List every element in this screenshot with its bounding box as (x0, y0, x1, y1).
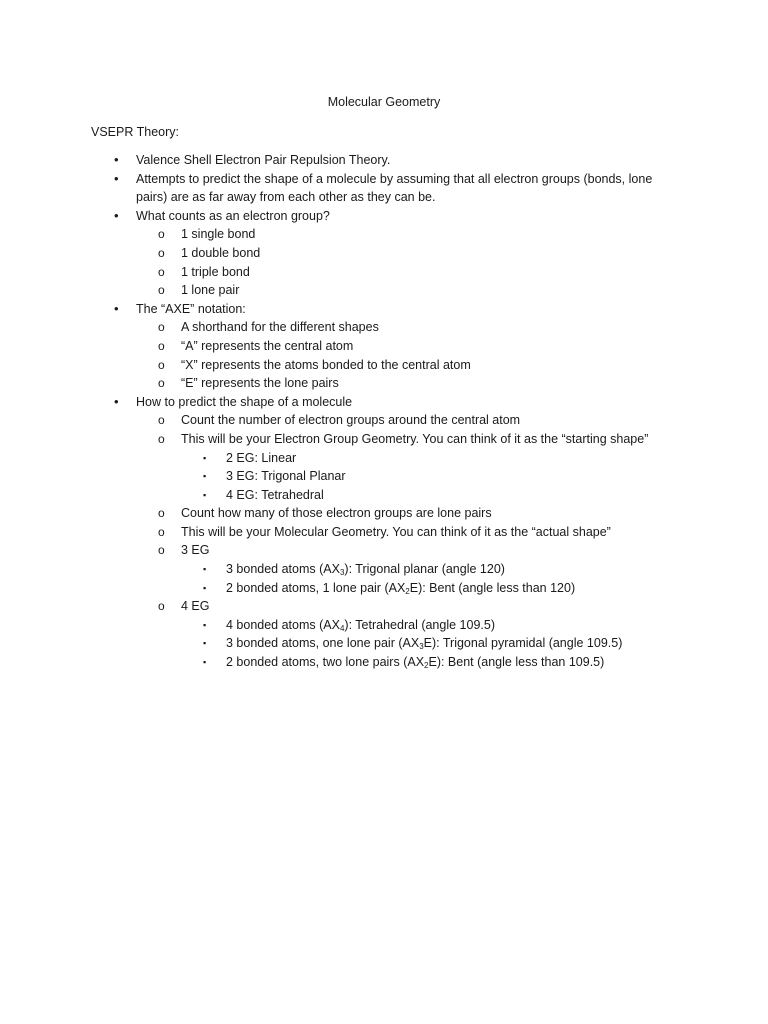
circle-marker: o (158, 245, 165, 260)
section-heading: VSEPR Theory: (91, 125, 180, 139)
list-item (0, 207, 768, 226)
square-marker: ▪ (203, 582, 207, 593)
list-item-text: What counts as an electron group? (136, 208, 330, 223)
list-item-text: “A” represents the central atom (181, 338, 354, 353)
subscript: 3 (339, 568, 345, 578)
list-item-text: 1 lone pair (181, 283, 240, 298)
circle-marker: o (158, 357, 165, 372)
circle-marker: o (158, 338, 165, 353)
list-item (0, 225, 768, 244)
circle-marker: o (158, 283, 165, 298)
circle-marker: o (158, 264, 165, 279)
square-marker: ▪ (203, 471, 207, 482)
list-item (0, 263, 768, 282)
circle-marker: o (158, 376, 165, 391)
list-item-text: How to predict the shape of a molecule (136, 394, 353, 409)
list-item-text: “X” represents the atoms bonded to the central atom (181, 357, 471, 372)
bullet-marker: • (114, 207, 119, 223)
list-item (0, 170, 768, 189)
list-item-text (226, 653, 604, 672)
list-item-text (226, 560, 505, 579)
circle-marker: o (158, 524, 165, 539)
circle-marker: o (158, 543, 165, 558)
list-item (0, 393, 768, 412)
list-item-text: pairs) are as far away from each other as they can be. (136, 190, 436, 205)
list-item-text: 3 EG (181, 543, 210, 558)
bullet-marker: • (114, 300, 119, 316)
list-item-text: 4 EG: Tetrahedral (226, 487, 324, 502)
list-item-text: 1 single bond (181, 227, 256, 242)
square-marker: ▪ (203, 489, 207, 500)
text-segment: 4 bonded atoms (AX (226, 617, 340, 632)
list-item (0, 634, 768, 653)
list-item-text (226, 634, 622, 653)
list-item-text: Count the number of electron groups around the central atom (181, 413, 521, 428)
list-item (0, 244, 768, 263)
list-item-text: A shorthand for the different shapes (181, 320, 379, 335)
list-item (0, 616, 768, 635)
subscript: 2 (405, 586, 410, 596)
text-segment: ): Tetrahedral (angle 109.5) (344, 617, 495, 632)
list-item-text: 2 EG: Linear (226, 450, 297, 465)
square-marker: ▪ (203, 564, 207, 575)
circle-marker: o (158, 431, 165, 446)
list-item-text: 1 triple bond (181, 264, 250, 279)
list-item-text: “E” represents the lone pairs (181, 376, 339, 391)
list-item (0, 281, 768, 300)
list-item-text: Count how many of those electron groups are lone pairs (181, 506, 492, 521)
list-item (0, 523, 768, 542)
list-item (0, 541, 768, 560)
list-item-text: This will be your Molecular Geometry. You can think of it as the “actual shape” (181, 524, 611, 539)
list-item (0, 374, 768, 393)
list-item-text (226, 616, 495, 635)
list-item-text: Valence Shell Electron Pair Repulsion Theory. (136, 153, 391, 167)
list-item (0, 188, 768, 207)
subscript: 4 (339, 623, 345, 633)
document-title: Molecular Geometry (327, 95, 441, 109)
list-item (0, 560, 768, 579)
list-item (0, 486, 768, 505)
list-item-text: This will be your Electron Group Geometry. You can think of it as the “starting shape” (181, 431, 649, 446)
square-marker: ▪ (203, 619, 207, 630)
list-item (0, 504, 768, 523)
circle-marker: o (158, 506, 165, 521)
bullet-marker: • (114, 170, 119, 186)
list-item-text: 4 EG (181, 599, 210, 614)
bullet-marker: • (114, 393, 119, 409)
list-item-text: Attempts to predict the shape of a molecule by assuming that all electron groups (bonds, lone (136, 171, 653, 186)
list-item (0, 151, 768, 170)
circle-marker: o (158, 320, 165, 335)
text-segment: 3 bonded atoms (AX (226, 562, 340, 577)
circle-marker: o (158, 413, 165, 428)
list-item (0, 597, 768, 616)
list-item (0, 653, 768, 672)
list-item (0, 356, 768, 375)
text-segment: 3 bonded atoms, one lone pair (AX (226, 636, 420, 651)
subscript: 2 (424, 661, 429, 671)
text-segment: E): Trigonal pyramidal (angle 109.5) (423, 636, 623, 651)
text-segment: ): Trigonal planar (angle 120) (344, 562, 505, 577)
circle-marker: o (158, 227, 165, 242)
list-item-text: 1 double bond (181, 245, 261, 260)
subscript: 3 (419, 642, 424, 652)
list-item-text: 3 EG: Trigonal Planar (226, 469, 346, 484)
circle-marker: o (158, 599, 165, 614)
square-marker: ▪ (203, 452, 207, 463)
list-item (0, 337, 768, 356)
list-item (0, 467, 768, 486)
text-segment: E): Bent (angle less than 120) (409, 580, 576, 595)
list-item (0, 300, 768, 319)
list-item (0, 579, 768, 598)
text-segment: 2 bonded atoms, 1 lone pair (AX (226, 580, 406, 595)
bullet-marker: • (114, 152, 119, 167)
text-segment: 2 bonded atoms, two lone pairs (AX (226, 655, 425, 670)
square-marker: ▪ (203, 638, 207, 649)
square-marker: ▪ (203, 657, 207, 668)
list-item (0, 411, 768, 430)
list-item (0, 318, 768, 337)
list-item (0, 430, 768, 449)
list-item-text: The “AXE” notation: (136, 301, 246, 316)
outline-list (0, 151, 768, 672)
list-item (0, 449, 768, 468)
text-segment: E): Bent (angle less than 109.5) (428, 655, 605, 670)
list-item-text (226, 579, 575, 598)
